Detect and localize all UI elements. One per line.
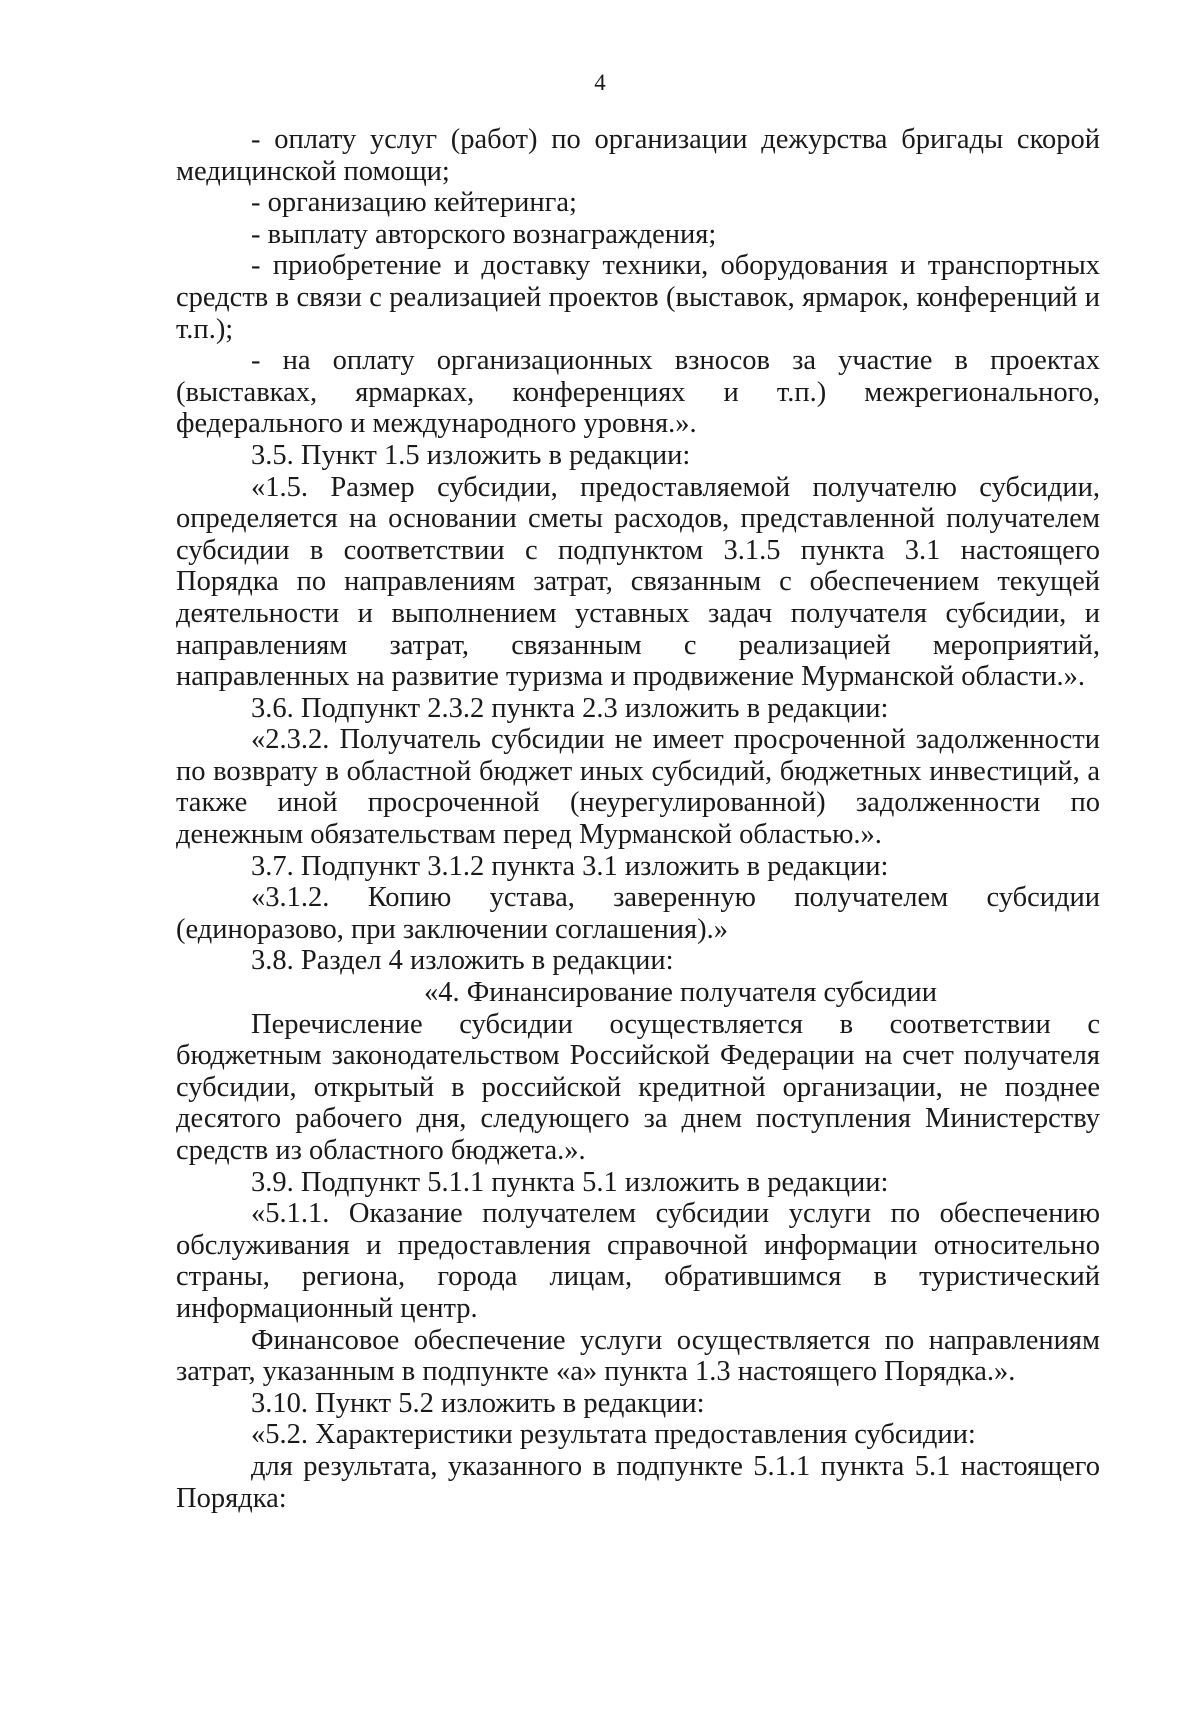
result-characteristics-text: для результата, указанного в подпункте 5.1.1 пункта 5.1 настоящего Порядка: (176, 1450, 1100, 1514)
page-number: 4 (594, 70, 606, 95)
document-body (176, 124, 1100, 1514)
list-item-catering: - организацию кейтеринга; (251, 187, 577, 219)
clause-3-1-2-text: «3.1.2. Копию устава, заверенную получателем субсидии (единоразово, при заключении соглашения).» (176, 882, 1100, 945)
list-item-author-fee: - выплату авторского вознаграждения; (251, 218, 717, 250)
clause-3-6: 3.6. Подпункт 2.3.2 пункта 2.3 изложить в редакции: (251, 692, 889, 724)
clause-3-5: 3.5. Пункт 1.5 изложить в редакции: (251, 439, 691, 471)
list-item-ambulance-duty: - оплату услуг (работ) по организации дежурства бригады скорой медицинской помощи; (176, 124, 1100, 187)
list-item-participation-fees: - на оплату организационных взносов за участие в проектах (выставках, ярмарках, конференциях и т.п.) межрегионального, федерального и международного уровня.». (176, 345, 1100, 440)
clause-1-5-text: «1.5. Размер субсидии, предоставляемой получателю субсидии, определяется на основании сметы расходов, представленной получателем субсидии в соответствии с подпунктом 3.1.5 пункта 3.1 настоящего Порядка по направлениям затрат, связанным с обеспечением текущей деятельности и выполнением уставных задач получателя субсидии, и направлениям затрат, связанным с реализацией мероприятий, направленных на развитие туризма и продвижение Мурманской области.». (176, 471, 1100, 693)
clause-3-10: 3.10. Пункт 5.2 изложить в редакции: (251, 1387, 705, 1419)
clause-5-2-text: «5.2. Характеристики результата предоставления субсидии: (251, 1419, 976, 1451)
section-4-heading: «4. Финансирование получателя субсидии (423, 977, 938, 1009)
clause-3-7: 3.7. Подпункт 3.1.2 пункта 3.1 изложить в редакции: (251, 850, 889, 882)
section-4-text: Перечисление субсидии осуществляется в соответствии с бюджетным законодательством Российской Федерации на счет получателя субсидии, открытый в российской кредитной организации, не позднее десятого рабочего дня, следующего за днем поступления Министерству средств из областного бюджета.». (176, 1008, 1100, 1166)
list-item-equipment-purchase: - приобретение и доставку техники, оборудования и транспортных средств в связи с реализацией проектов (выставок, ярмарок, конференций и т.п.); (176, 250, 1100, 345)
financing-text: Финансовое обеспечение услуги осуществляется по направлениям затрат, указанным в подпункте «а» пункта 1.3 настоящего Порядка.». (176, 1324, 1100, 1388)
clause-5-1-1-text: «5.1.1. Оказание получателем субсидии услуги по обеспечению обслуживания и предоставления справочной информации относительно страны, региона, города лицам, обратившимся в туристический информационный центр. (176, 1198, 1100, 1324)
clause-2-3-2-text: «2.3.2. Получатель субсидии не имеет просроченной задолженности по возврату в областной бюджет иных субсидий, бюджетных инвестиций, а также иной просроченной (неурегулированной) задолженности по денежным обязательствам перед Мурманской областью.». (176, 724, 1100, 851)
clause-3-8: 3.8. Раздел 4 изложить в редакции: (251, 945, 674, 977)
clause-3-9: 3.9. Подпункт 5.1.1 пункта 5.1 изложить в редакции: (251, 1166, 889, 1198)
